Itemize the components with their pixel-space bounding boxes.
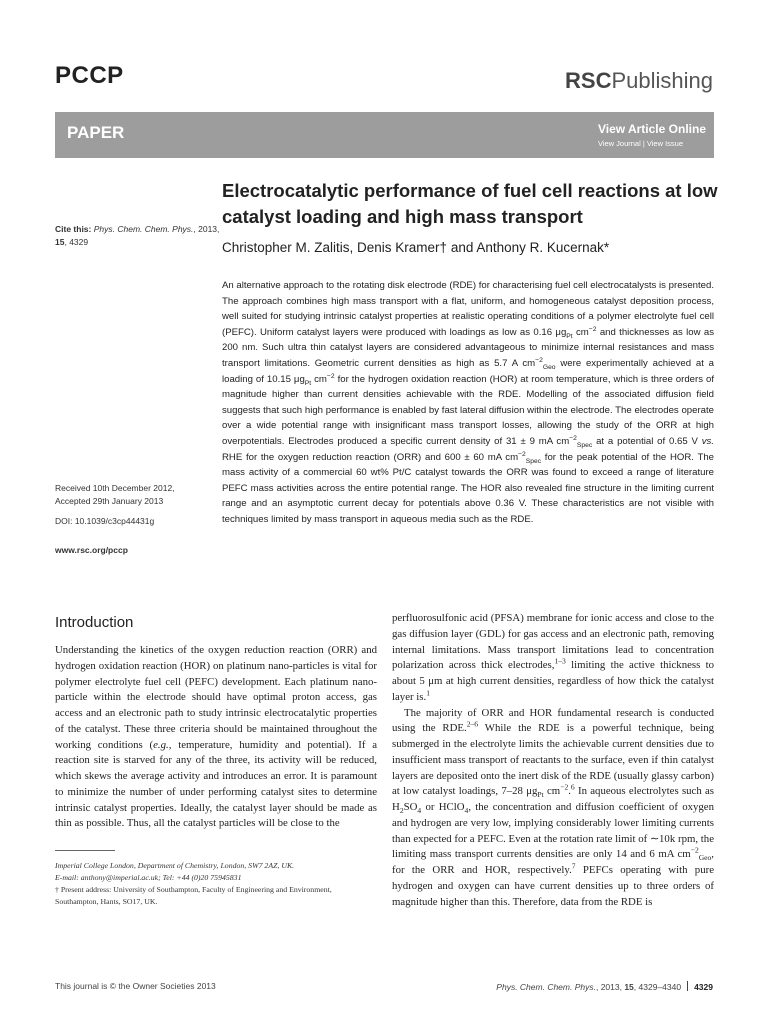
view-online-block (598, 122, 706, 148)
paragraph: Understanding the kinetics of the oxygen reduction reaction (ORR) and hydrogen oxidation reaction (HOR) on platinum nano-particles is vital for polymer electrolyte fuel cell (PEFC) development. Each platinum nano-particle within the electrode should have optimal proton access, gas access and an electronic path to study intrinsic electrocatalytic properties of the catalyst. These three criteria should be maintained throughout the working conditions (e.g., temperature, humidity and potential). If a reaction site is starved for any of the three, its activity will be reduced, which skews the average activity and introduces an error. It is paramount to minimize the number of under performing catalyst sites to determine intrinsic catalyst properties. Ideally, the catalyst layer should be made as thin as possible. Thus, all the catalyst particles will be close to the (55, 644, 377, 830)
received-date: Received 10th December 2012, (55, 483, 175, 493)
page-number: 4329 (694, 982, 713, 992)
publisher-logo (565, 68, 713, 94)
page-footer: Phys. Chem. Chem. Phys., 2013, 15, 4329–4340 4329 (496, 982, 713, 992)
cite-prefix: Cite this: (55, 224, 94, 234)
abstract: An alternative approach to the rotating disk electrode (RDE) for characterising fuel cell electrocatalysts is presented. The approach combines high mass transport with a flat, uniform, and homogeneous catalyst deposition process, well suited for studying intrinsic catalyst properties at realistic operating conditions of a polymer electrolyte fuel cell (PEFC). Uniform catalyst layers were produced with loadings as low as 0.16 $\mu g_{Pt}$ $cm^{-2}$ and thicknesses as low as 200 nm. Such ultra thin catalyst layers are considered advantageous to minimize internal resistances and mass transport limitations. Geometric current densities as high as 5.7 A $cm^{-2}_{Geo}$ were experimentally achieved at a loading of 10.15 $\mu g_{Pt}$ $cm^{-2}$ for the hydrogen oxidation reaction (HOR) at room temperature, which is three orders of magnitude higher than current densities achievable with the RDE. Modelling of the associated diffusion field suggests that such high performance is enabled by fast lateral diffusion within the electrode. The electrodes operate over a wide potential range with insignificant mass transport losses, allowing the study of the ORR at high overpotentials. Electrodes produced a specific current density of 31 ± 9 mA $cm^{-2}_{Spec}$ at a potential of 0.65 V vs. RHE for the oxygen reduction reaction (ORR) and 600 ± 60 mA $cm^{-2}_{Spec}$ for the peak potential of the HOR. The mass activity of a commercial 60 wt% Pt/C catalyst towards the ORR was found to exceed a range of literature PEFC mass activities across the entire potential range. The HOR also revealed fine structure in the limiting current range and an asymptotic current decay for potentials above 0.36 V. These characteristics are not visible with techniques limited by mass transport in aqueous media such as the RDE. (222, 280, 715, 525)
accepted-date: Accepted 29th January 2013 (55, 496, 164, 506)
copyright-footer: This journal is © the Owner Societies 2013 (55, 981, 216, 991)
doi[interactable]: DOI: 10.1039/c3cp44431g (55, 516, 155, 526)
paragraph: The majority of ORR and HOR fundamental research is conducted using the RDE.$^{2-6}$ While the RDE is a powerful technique, being submerged in the electrolyte limits the achievable current densities due to insufficient mass transport of reactants to the surface, even if thin catalyst layers are deposited onto the inert disk of the RDE (usually glassy carbon) at low catalyst loadings, 7–28 $\mu g_{Pt}$ $cm^{-2}.^6$ In aqueous electrolytes such as $H_2SO_4$ or HClO$_4$, the concentration and diffusion coefficient of oxygen and hydrogen are very low, implying considerably lower limiting currents than expected for a PEFC. Even at the rotation rate limit of ∼10k rpm, the limiting mass transport currents densities are only 14 and 6 mA $cm^{-2}_{Geo}$, for the ORR and HOR, respectively.$^7$ PEFCs operating with pure hydrogen and oxygen can have current densities up to three orders of magnitude higher than this. Therefore, data from the RDE is (392, 706, 715, 908)
paragraph: perfluorosulfonic acid (PFSA) membrane for ionic access and close to the gas diffusion layer (GDL) for gas access and an electronic path, removing internal limitations. Mass transport limitations lead to concentration polarization across thick electrodes,$^{1-3}$ limiting the active thickness to about 5 μm at high current densities, regardless of how thick the catalyst layer is.$^1$ (392, 612, 714, 703)
article-type-label: PAPER (67, 123, 125, 142)
publisher-logo-rest: Publishing (611, 68, 713, 93)
body-column-left (55, 643, 377, 832)
present-address: † Present address: University of Southampton, Faculty of Engineering and Environment, Southampton, Hants, SO17, UK. (55, 885, 332, 906)
cite-year: , 2013, (193, 224, 220, 234)
footer-divider (687, 981, 688, 991)
section-heading-introduction: Introduction (55, 614, 134, 631)
footnote-rule (55, 850, 115, 851)
article-title: Electrocatalytic performance of fuel cell reactions at low catalyst loading and high mass transport (222, 180, 718, 227)
cite-journal: Phys. Chem. Chem. Phys. (93, 224, 194, 234)
view-article-online-link[interactable]: View Article Online (597, 122, 706, 136)
cite-volume: 15 (55, 237, 65, 247)
footer-journal: Phys. Chem. Chem. Phys. (496, 982, 596, 992)
contact-email: E-mail: anthony@imperial.ac.uk; Tel: +44 (0)20 75945831 (55, 873, 242, 882)
citation-info (55, 223, 220, 249)
cite-page: , 4329 (64, 237, 89, 247)
article-type-band (55, 112, 714, 158)
received-dates (55, 482, 220, 508)
journal-name: PCCP (55, 62, 124, 89)
author-list: Christopher M. Zalitis, Denis Kramer† and Anthony R. Kucernak* (222, 240, 610, 255)
affiliation: Imperial College London, Department of Chemistry, London, SW7 2AZ, UK. (55, 861, 295, 870)
footnotes (55, 860, 377, 908)
publisher-logo-bold: RSC (565, 68, 612, 93)
view-journal-issue-links[interactable]: View Journal | View Issue (597, 139, 684, 148)
journal-url[interactable]: www.rsc.org/pccp (55, 545, 128, 555)
body-column-right (392, 611, 714, 910)
